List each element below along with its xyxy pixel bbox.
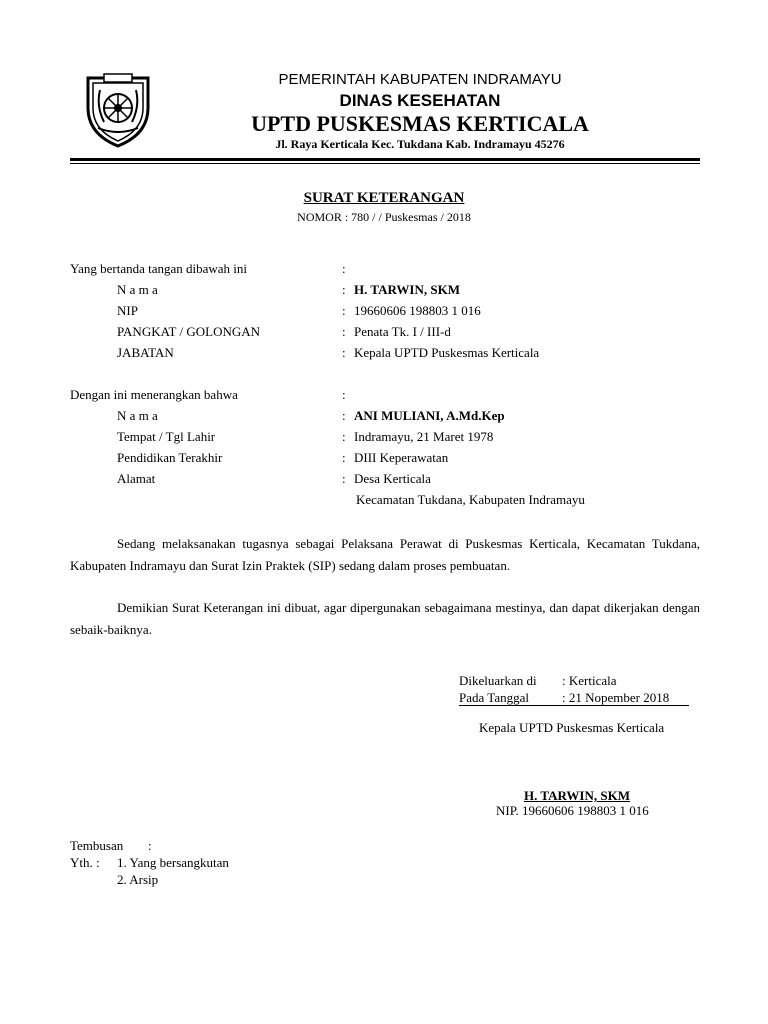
field-value: 19660606 198803 1 016 [354,303,481,318]
field-value: Desa Kerticala [354,471,431,486]
colon: : [342,387,346,402]
field-value: H. TARWIN, SKM [354,282,460,297]
cc-colon: : [148,838,152,853]
colon: : [342,471,346,486]
issued-place-label: Dikeluarkan di [459,673,537,688]
cc-yth: Yth. : [70,855,100,870]
field-label: PANGKAT / GOLONGAN [117,324,261,339]
colon: : [342,408,346,423]
colon: : [342,282,346,297]
field-value: Penata Tk. I / III-d [354,324,451,339]
header-rule-thick [70,158,700,161]
issued-date-value: : 21 Nopember 2018 [562,690,670,705]
field-label: Alamat [117,471,156,486]
field-label: Pendidikan Terakhir [117,450,223,465]
cc-item: 1. Yang bersangkutan [117,855,229,870]
subject-intro: Dengan ini menerangkan bahwa [70,387,238,402]
field-value: Kepala UPTD Puskesmas Kerticala [354,345,540,360]
colon: : [342,324,346,339]
document-number: NOMOR : 780 / / Puskesmas / 2018 [297,210,471,224]
issued-date-label: Pada Tanggal [459,690,529,705]
paragraph-statement [70,533,700,577]
header-rule-thin [70,163,700,164]
issued-underline [459,705,689,706]
paragraph-closing [70,597,700,641]
paragraph-text: Demikian Surat Keterangan ini dibuat, agar dipergunakan sebagaimana mestinya, dan dapat dikerjakan dengan sebaik-baiknya. [70,600,700,637]
colon: : [342,345,346,360]
address-line-2: Kecamatan Tukdana, Kabupaten Indramayu [356,492,585,507]
header-department: DINAS KESEHATAN [339,91,501,110]
colon: : [342,450,346,465]
header-address: Jl. Raya Kerticala Kec. Tukdana Kab. Indramayu 45276 [275,137,565,151]
field-label: N a m a [117,408,158,423]
field-label: JABATAN [117,345,174,360]
document-title: SURAT KETERANGAN [303,190,465,206]
signer-name: H. TARWIN, SKM [524,788,630,803]
field-label: N a m a [117,282,158,297]
field-value: Indramayu, 21 Maret 1978 [354,429,494,444]
signer-nip: NIP. 19660606 198803 1 016 [496,803,649,818]
issued-place-value: : Kerticala [562,673,617,688]
paragraph-text: Sedang melaksanakan tugasnya sebagai Pelaksana Perawat di Puskesmas Kerticala, Kecamatan Tukdana, Kabupaten Indramayu dan Surat Izin Praktek (SIP) sedang dalam proses pembuatan. [70,536,700,573]
cc-item: 2. Arsip [117,872,159,887]
signer-position: Kepala UPTD Puskesmas Kerticala [479,720,665,735]
header-institution: UPTD PUSKESMAS KERTICALA [251,111,589,136]
field-value: ANI MULIANI, A.Md.Kep [354,408,505,423]
colon: : [342,303,346,318]
signatory-intro: Yang bertanda tangan dibawah ini [70,261,248,276]
cc-label: Tembusan [70,838,124,853]
colon: : [342,429,346,444]
header-government: PEMERINTAH KABUPATEN INDRAMAYU [278,71,562,88]
field-label: NIP [117,303,138,318]
colon: : [342,261,346,276]
field-label: Tempat / Tgl Lahir [117,429,216,444]
field-value: DIII Keperawatan [354,450,449,465]
